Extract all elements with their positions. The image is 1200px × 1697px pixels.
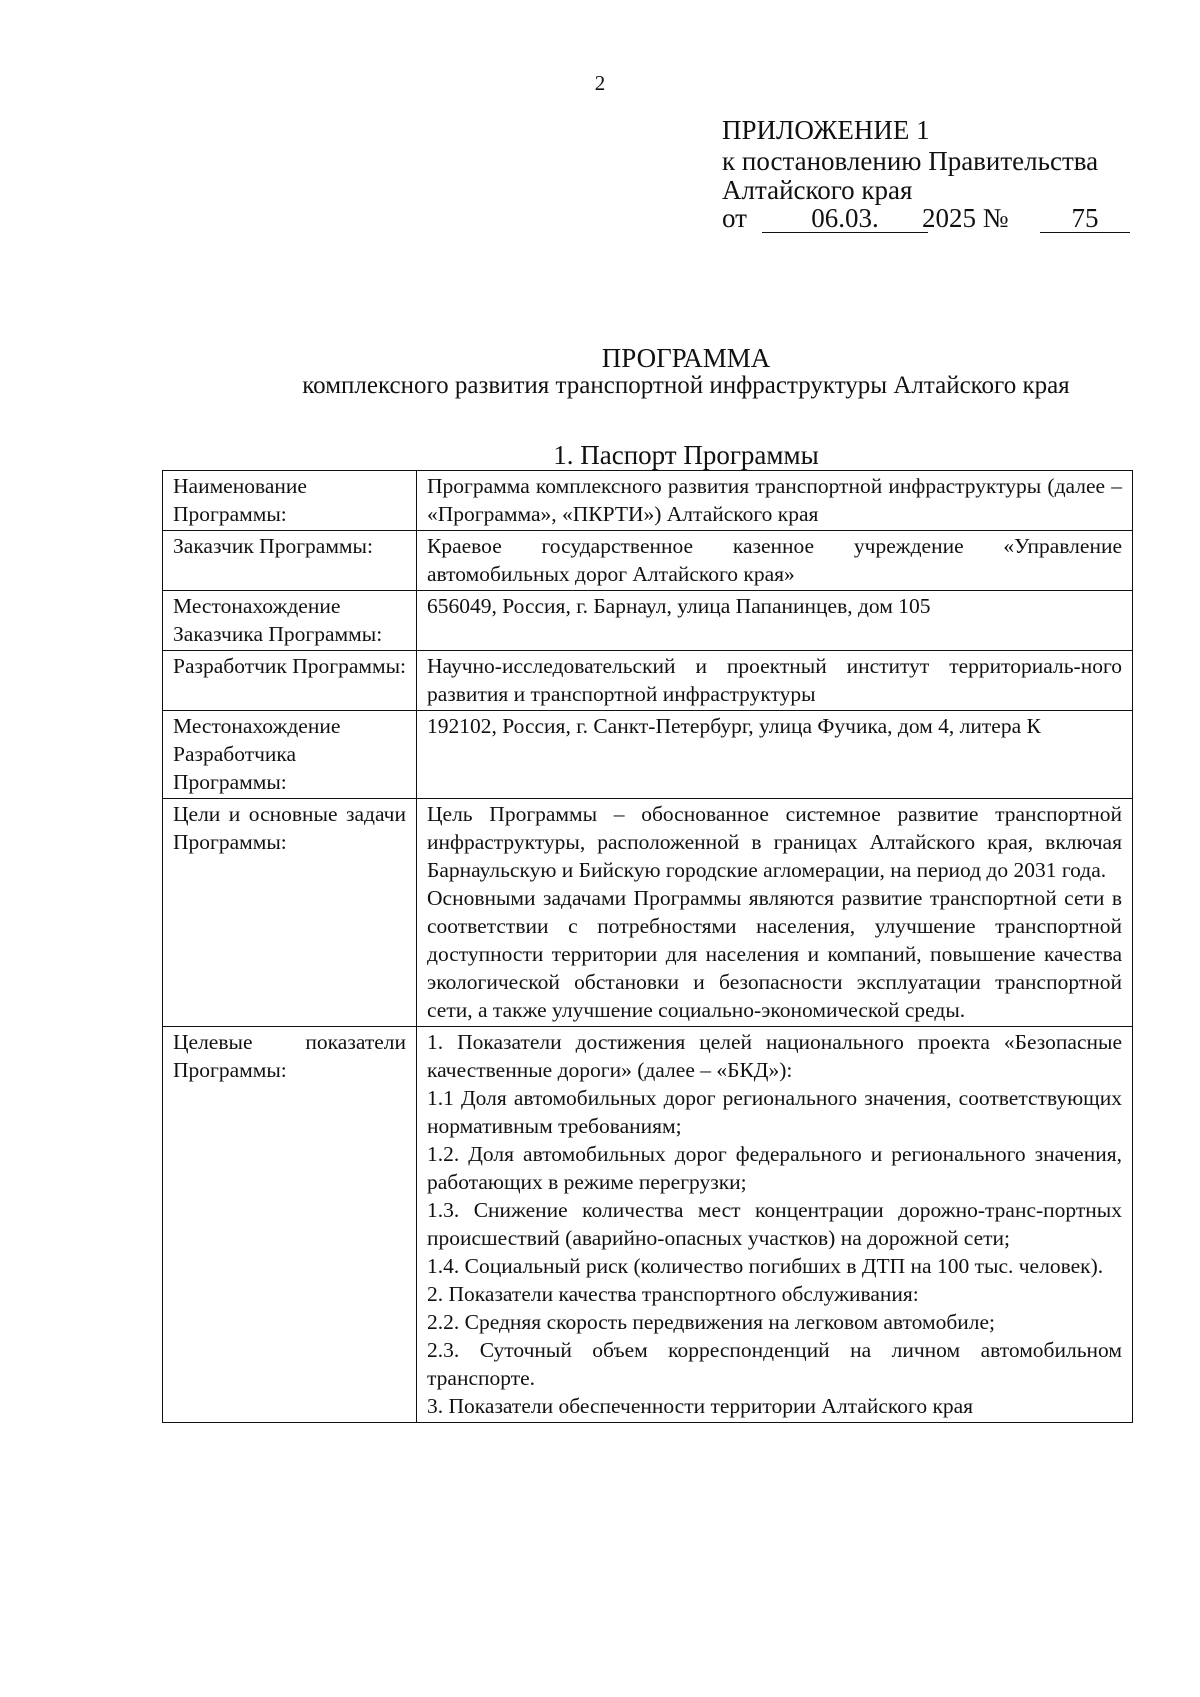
row-value: [417, 471, 1133, 531]
row-label: Целевые показатели Программы:: [163, 1027, 417, 1423]
section-title: 1. Паспорт Программы: [553, 440, 819, 470]
row-label: Цели и основные задачи Программы:: [163, 799, 417, 1027]
row-value-paragraph: 2.2. Средняя скорость передвижения на легковом автомобиле;: [427, 1310, 996, 1334]
row-value: [417, 651, 1133, 711]
program-subtitle: комплексного развития транспортной инфраструктуры Алтайского края: [302, 372, 1070, 399]
row-value-paragraph: Краевое государственное казенное учреждение «Управление автомобильных дорог Алтайского края»: [427, 534, 1122, 586]
passport-table: [162, 470, 1133, 1423]
resolution-year: 2025 №: [922, 203, 1009, 233]
table-row: [163, 591, 1133, 651]
appendix-title: ПРИЛОЖЕНИЕ 1: [722, 115, 930, 145]
row-value-paragraph: 2. Показатели качества транспортного обслуживания:: [427, 1282, 919, 1306]
row-value-paragraph: 1.3. Снижение количества мест концентрации дорожно-транс-портных происшествий (аварийно-опасных участков) на дорожной сети;: [427, 1198, 1122, 1250]
appendix-resolution-line: к постановлению Правительства: [722, 146, 1099, 176]
page-number: 2: [594, 71, 606, 95]
row-value-paragraph: 1.4. Социальный риск (количество погибших в ДТП на 100 тыс. человек).: [427, 1254, 1104, 1278]
row-value: [417, 711, 1133, 799]
resolution-date: 06.03.: [762, 203, 928, 233]
row-value: [417, 799, 1133, 1027]
row-label: Заказчик Программы:: [163, 531, 417, 591]
row-label: Местонахождение Разработчика Программы:: [163, 711, 417, 799]
row-value: [417, 531, 1133, 591]
row-value-paragraph: Программа комплексного развития транспортной инфраструктуры (далее – «Программа», «ПКРТИ») Алтайского края: [427, 474, 1122, 526]
table-row: [163, 471, 1133, 531]
appendix-date-line: [722, 203, 1142, 237]
row-value-paragraph: 2.3. Суточный объем корреспонденций на личном автомобильном транспорте.: [427, 1338, 1122, 1390]
row-label: Наименование Программы:: [163, 471, 417, 531]
row-value-paragraph: 1.2. Доля автомобильных дорог федерального и регионального значения, работающих в режиме перегрузки;: [427, 1142, 1122, 1194]
appendix-header: [722, 116, 1162, 205]
row-value-paragraph: 1.1 Доля автомобильных дорог регионального значения, соответствующих нормативным требованиям;: [427, 1086, 1122, 1138]
appendix-region-line: Алтайского края: [722, 175, 913, 205]
row-value: [417, 591, 1133, 651]
row-value: [417, 1027, 1133, 1423]
row-value-paragraph: 656049, Россия, г. Барнаул, улица Папанинцев, дом 105: [427, 594, 931, 618]
table-row: [163, 531, 1133, 591]
row-value-paragraph: Цель Программы – обоснованное системное развитие транспортной инфраструктуры, расположенной в границах Алтайского края, включая Барнаульскую и Бийскую городские агломерации, на период до 2031 года.: [427, 802, 1122, 882]
row-value-paragraph: 1. Показатели достижения целей национального проекта «Безопасные качественные дороги» (далее – «БКД»):: [427, 1030, 1122, 1082]
row-value-paragraph: Основными задачами Программы являются развитие транспортной сети в соответствии с потребностями населения, улучшение транспортной доступности территории для населения и компаний, повышение качества экологической обстановки и безопасности эксплуатации транспортной сети, а также улучшение социально-экономической среды.: [427, 886, 1122, 1022]
row-value-paragraph: 3. Показатели обеспеченности территории Алтайского края: [427, 1394, 974, 1418]
table-row: [163, 1027, 1133, 1423]
program-title: ПРОГРАММА: [601, 343, 771, 373]
table-row: [163, 651, 1133, 711]
table-row: [163, 799, 1133, 1027]
row-value-paragraph: 192102, Россия, г. Санкт-Петербург, улица Фучика, дом 4, литера К: [427, 714, 1041, 738]
date-prefix: от: [722, 203, 747, 233]
row-label: Местонахождение Заказчика Программы:: [163, 591, 417, 651]
row-value-paragraph: Научно-исследовательский и проектный институт территориаль-ного развития и транспортной инфраструктуры: [427, 654, 1122, 706]
table-row: [163, 711, 1133, 799]
resolution-number: 75: [1040, 203, 1130, 233]
row-label: Разработчик Программы:: [163, 651, 417, 711]
